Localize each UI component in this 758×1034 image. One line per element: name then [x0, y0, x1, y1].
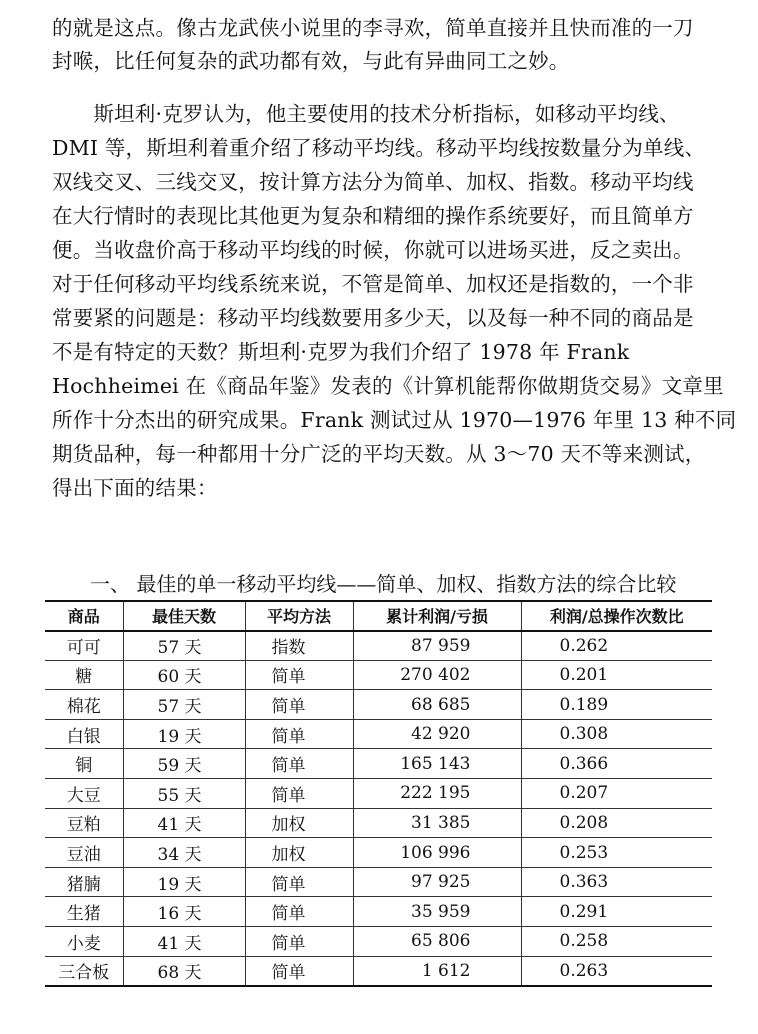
- table-cell: 简单: [245, 927, 353, 957]
- table-cell: 简单: [245, 749, 353, 779]
- table-cell: 270 402: [353, 660, 521, 690]
- table-row: [45, 631, 712, 661]
- table-cell: 19 天: [123, 719, 245, 749]
- table-cell: 0.263: [521, 956, 712, 986]
- table-cell: 31 385: [353, 808, 521, 838]
- table-header-row: [45, 601, 712, 631]
- table-cell: 加权: [245, 838, 353, 868]
- text-line: 所作十分杰出的研究成果。Frank 测试过从 1970—1976 年里 13 种不同: [52, 408, 737, 432]
- table-row: [45, 867, 712, 897]
- text-line: 在大行情时的表现比其他更为复杂和精细的操作系统要好，而且简单方: [52, 204, 694, 228]
- table-cell: 41 天: [123, 927, 245, 957]
- table-cell: 222 195: [353, 779, 521, 809]
- table-cell: 68 天: [123, 956, 245, 986]
- table-cell: 55 天: [123, 779, 245, 809]
- text-line: 不是有特定的天数？斯坦利·克罗为我们介绍了 1978 年 Frank: [52, 340, 630, 364]
- text-line: 双线交叉、三线交叉，按计算方法分为简单、加权、指数。移动平均线: [52, 170, 694, 194]
- table-cell: 铜: [45, 749, 123, 779]
- table-cell: 0.258: [521, 927, 712, 957]
- table-cell: 指数: [245, 631, 353, 661]
- table-row: [45, 749, 712, 779]
- column-header: 利润/总操作次数比: [521, 601, 712, 631]
- table-cell: 41 天: [123, 808, 245, 838]
- table-cell: 小麦: [45, 927, 123, 957]
- table-cell: 棉花: [45, 690, 123, 720]
- text-line: Hochheimei 在《商品年鉴》发表的《计算机能帮你做期货交易》文章里: [52, 374, 724, 398]
- text-line: 对于任何移动平均线系统来说，不管是简单、加权还是指数的，一个非: [52, 272, 694, 296]
- table-cell: 57 天: [123, 631, 245, 661]
- table-cell: 猪腩: [45, 867, 123, 897]
- table-cell: 57 天: [123, 690, 245, 720]
- table-cell: 0.253: [521, 838, 712, 868]
- table-cell: 59 天: [123, 749, 245, 779]
- table-cell: 0.201: [521, 660, 712, 690]
- table-cell: 简单: [245, 660, 353, 690]
- table-row: [45, 690, 712, 720]
- table-cell: 加权: [245, 808, 353, 838]
- text-line: 便。当收盘价高于移动平均线的时候，你就可以进场买进，反之卖出。: [52, 238, 694, 262]
- text-line: DMI 等，斯坦利着重介绍了移动平均线。移动平均线按数量分为单线、: [52, 136, 706, 160]
- table-cell: 19 天: [123, 867, 245, 897]
- column-header: 平均方法: [245, 601, 353, 631]
- table-row: [45, 838, 712, 868]
- column-header: 商品: [45, 601, 123, 631]
- table-cell: 简单: [245, 897, 353, 927]
- table-cell: 97 925: [353, 867, 521, 897]
- table-cell: 35 959: [353, 897, 521, 927]
- table-cell: 简单: [245, 779, 353, 809]
- text-line: 期货品种，每一种都用十分广泛的平均天数。从 3～70 天不等来测试，: [52, 442, 706, 466]
- table-caption: 一、 最佳的单一移动平均线——简单、加权、指数方法的综合比较: [90, 572, 677, 596]
- table-row: [45, 956, 712, 986]
- table-cell: 大豆: [45, 779, 123, 809]
- table-cell: 简单: [245, 719, 353, 749]
- table-cell: 165 143: [353, 749, 521, 779]
- table-cell: 简单: [245, 867, 353, 897]
- table-cell: 白银: [45, 719, 123, 749]
- table-cell: 0.363: [521, 867, 712, 897]
- table-row: [45, 660, 712, 690]
- table-cell: 1 612: [353, 956, 521, 986]
- column-header: 累计利润/亏损: [353, 601, 521, 631]
- table-cell: 68 685: [353, 690, 521, 720]
- table-cell: 糖: [45, 660, 123, 690]
- text-line: 常要紧的问题是：移动平均线数要用多少天，以及每一种不同的商品是: [52, 306, 694, 330]
- table-row: [45, 719, 712, 749]
- table-cell: 0.366: [521, 749, 712, 779]
- table-cell: 可可: [45, 631, 123, 661]
- table-row: [45, 808, 712, 838]
- table-cell: 0.207: [521, 779, 712, 809]
- table-cell: 0.189: [521, 690, 712, 720]
- table-cell: 三合板: [45, 956, 123, 986]
- column-header: 最佳天数: [123, 601, 245, 631]
- text-line: 得出下面的结果：: [52, 476, 218, 500]
- table-row: [45, 779, 712, 809]
- text-line: 的就是这点。像古龙武侠小说里的李寻欢，简单直接并且快而准的一刀: [52, 16, 694, 40]
- table-cell: 0.208: [521, 808, 712, 838]
- table-cell: 34 天: [123, 838, 245, 868]
- table-cell: 简单: [245, 690, 353, 720]
- table-cell: 0.262: [521, 631, 712, 661]
- table-cell: 生猪: [45, 897, 123, 927]
- table-cell: 0.308: [521, 719, 712, 749]
- table-cell: 0.291: [521, 897, 712, 927]
- table-cell: 豆粕: [45, 808, 123, 838]
- text-line: 封喉，比任何复杂的武功都有效，与此有异曲同工之妙。: [52, 49, 570, 73]
- table-cell: 106 996: [353, 838, 521, 868]
- comparison-table: [45, 600, 712, 987]
- table-body: [45, 631, 712, 986]
- table-row: [45, 897, 712, 927]
- text-line: 斯坦利·克罗认为，他主要使用的技术分析指标，如移动平均线、: [52, 102, 680, 126]
- table-cell: 87 959: [353, 631, 521, 661]
- table-cell: 60 天: [123, 660, 245, 690]
- table-cell: 豆油: [45, 838, 123, 868]
- table-row: [45, 927, 712, 957]
- table-cell: 16 天: [123, 897, 245, 927]
- table-cell: 42 920: [353, 719, 521, 749]
- table-cell: 简单: [245, 956, 353, 986]
- table-cell: 65 806: [353, 927, 521, 957]
